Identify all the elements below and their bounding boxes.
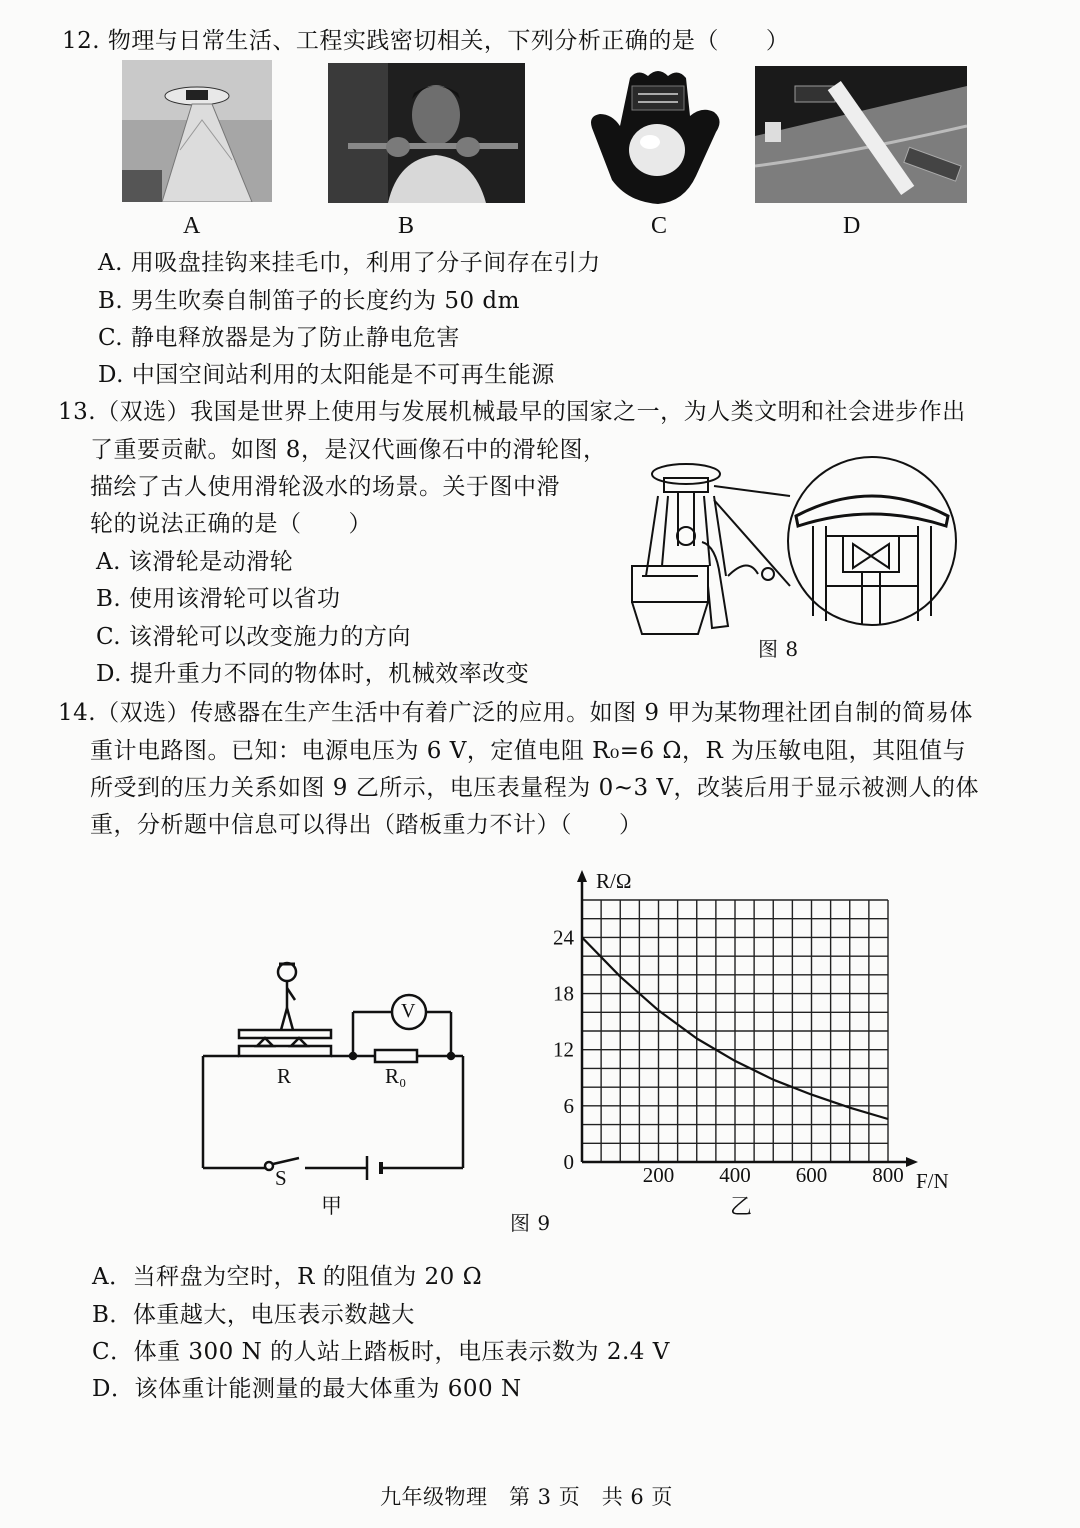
q14-stem-line-2: 重计电路图。已知：电源电压为 6 V，定值电阻 R₀=6 Ω，R 为压敏电阻，其阻值与 (90, 738, 967, 764)
figure-8-label: 图 8 (758, 637, 799, 661)
q14-stem-line-1: 14.（双选）传感器在生产生活中有着广泛的应用。如图 9 甲为某物理社团自制的简易体 (58, 700, 973, 726)
q14-stem-line-3: 所受到的压力关系如图 9 乙所示，电压表量程为 0~3 V，改装后用于显示被测人的体 (90, 775, 980, 801)
x-tick-label: 800 (872, 1163, 904, 1187)
q13-stem-line-4: 轮的说法正确的是（ ） (90, 511, 372, 537)
q14-option-d: D．该体重计能测量的最大体重为 600 N (92, 1376, 522, 1402)
x-tick-label: 400 (719, 1163, 751, 1187)
q14-option-c: C．体重 300 N 的人站上踏板时，电压表示数为 2.4 V (92, 1339, 670, 1365)
q12-photo-a (122, 60, 272, 202)
q13-option-c: C. 该滑轮可以改变施力的方向 (96, 624, 411, 650)
y-tick-label: 6 (563, 1093, 574, 1118)
page-footer: 九年级物理 第 3 页 共 6 页 (380, 1485, 673, 1509)
q12-stem: 12. 物理与日常生活、工程实践密切相关，下列分析正确的是（ ） (62, 28, 790, 54)
voltmeter-label: V (401, 1000, 416, 1022)
q12-option-c: C. 静电释放器是为了防止静电危害 (98, 325, 460, 351)
x-tick-label: 600 (795, 1163, 828, 1187)
q14-option-a: A．当秤盘为空时，R 的阻值为 20 Ω (92, 1264, 483, 1290)
q13-option-b: B. 使用该滑轮可以省功 (96, 586, 341, 612)
q12-image-label-a: A (183, 213, 201, 239)
q14-option-b: B．体重越大，电压表示数越大 (92, 1302, 415, 1328)
figure-9-graph (540, 862, 970, 1222)
q12-photo-c (588, 66, 728, 206)
y-tick-label: 24 (553, 925, 574, 950)
q12-image-label-c: C (651, 213, 668, 239)
y-axis-label: R/Ω (596, 869, 632, 893)
y-tick-label: 12 (553, 1037, 574, 1062)
q13-stem-line-3: 描绘了古人使用滑轮汲水的场景。关于图中滑 (90, 474, 560, 500)
r-f-chart (540, 862, 970, 1222)
y-axis-arrow (577, 870, 587, 882)
x-tick-label: 200 (642, 1163, 675, 1187)
switch-s-label: S (275, 1166, 287, 1190)
y-tick-label: 0 (563, 1150, 574, 1174)
q13-option-a: A. 该滑轮是动滑轮 (96, 549, 294, 575)
figure-9-circuit (195, 950, 475, 1220)
resistor-r-label: R (277, 1064, 292, 1088)
q14-stem-line-4: 重，分析题中信息可以得出（踏板重力不计）（ ） (90, 812, 643, 838)
figure-9-label: 图 9 (510, 1211, 551, 1235)
circuit-caption: 甲 (321, 1194, 342, 1218)
resistor-r0-label: R₀ (385, 1064, 407, 1088)
x-axis-arrow (906, 1157, 918, 1167)
q13-stem-line-2: 了重要贡献。如图 8，是汉代画像石中的滑轮图， (90, 437, 607, 463)
q12-option-b: B. 男生吹奏自制笛子的长度约为 50 dm (98, 288, 520, 314)
x-axis-label: F/N (916, 1169, 949, 1193)
figure-8-pulley-drawing (628, 456, 963, 646)
q12-photo-d (755, 66, 967, 203)
q12-photo-b (328, 63, 525, 203)
q13-option-d: D. 提升重力不同的物体时，机械效率改变 (96, 661, 530, 687)
graph-caption: 乙 (730, 1195, 753, 1220)
q12-image-label-b: B (398, 213, 415, 239)
q12-image-label-d: D (843, 213, 861, 239)
q12-option-d: D. 中国空间站利用的太阳能是不可再生能源 (98, 362, 555, 388)
q13-stem-line-1: 13.（双选）我国是世界上使用与发展机械最早的国家之一，为人类文明和社会进步作出 (58, 399, 966, 425)
y-tick-label: 18 (553, 981, 574, 1006)
q12-option-a: A. 用吸盘挂钩来挂毛巾，利用了分子间存在引力 (98, 250, 601, 276)
